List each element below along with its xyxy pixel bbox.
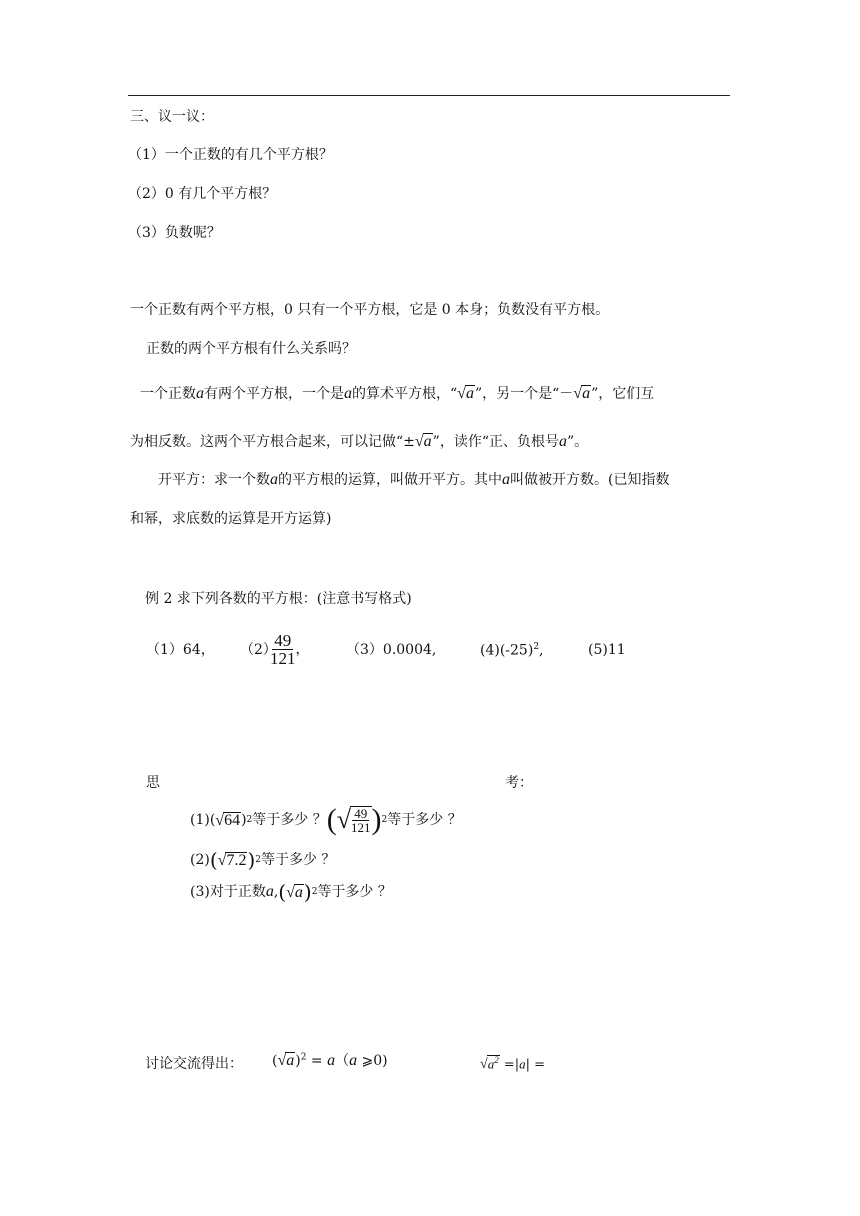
definition-line-1: 开平方：求一个数a的平方根的运算，叫做开平方。其中a叫做被开方数。(已知指数 (158, 471, 670, 488)
header-rule (128, 95, 730, 96)
paragraph-line-2: 为相反数。这两个平方根合起来，可以记做“±√a”，读作“正、负根号a”。 (130, 433, 589, 450)
section-title: 三、议一议： (130, 109, 214, 125)
example-item-4: $(4)(-25)^2$, (480, 642, 544, 659)
conclusion-label: 讨论交流得出： (145, 1056, 243, 1072)
think-label-left: 思 (146, 775, 160, 791)
conclusion-formula-1: $(√a)^2 = a(a$ ⩾0) (272, 1052, 388, 1069)
example-item-2-label: （2） (240, 642, 277, 658)
relation-question: 正数的两个平方根有什么关系吗？ (146, 341, 356, 357)
definition-line-2: 和幂，求底数的运算是开方运算) (130, 511, 332, 527)
think-question-2: (2) ( √7.2 ) 2 等于多少 ？ (190, 848, 336, 872)
question-1: （1）一个正数的有几个平方根？ (128, 147, 333, 163)
conclusion-formula-2: $√a^2 =|a|$ = (480, 1055, 545, 1073)
question-3: （3）负数呢？ (128, 225, 221, 241)
example-item-1: （1）64， (146, 642, 215, 658)
think-question-1: (1)( √64 ) 2 等于多少 ？ ( √ $\frac{49}{121}$ ) 2 等于多少 ？ (190, 803, 462, 836)
example-title: 例 2 求下列各数的平方根：(注意书写格式) (145, 591, 412, 607)
example-item-5: (5)11 (588, 642, 626, 658)
think-label-right: 考： (505, 775, 533, 791)
answer-text: 一个正数有两个平方根，0 只有一个平方根，它是 0 本身；负数没有平方根。 (130, 302, 610, 318)
example-item-2-fraction: $\frac{49}{121}$ ， (270, 631, 310, 668)
paragraph-line-1: 一个正数a有两个平方根，一个是a的算术平方根，“√a”，另一个是“－√a”，它们互 (140, 385, 655, 402)
question-2: （2）0 有几个平方根？ (128, 186, 277, 202)
think-question-3: (3)对于正数 a , ( √a ) 2 等于多少 ？ (190, 880, 392, 904)
example-item-3: （3）0.0004, (346, 642, 437, 658)
